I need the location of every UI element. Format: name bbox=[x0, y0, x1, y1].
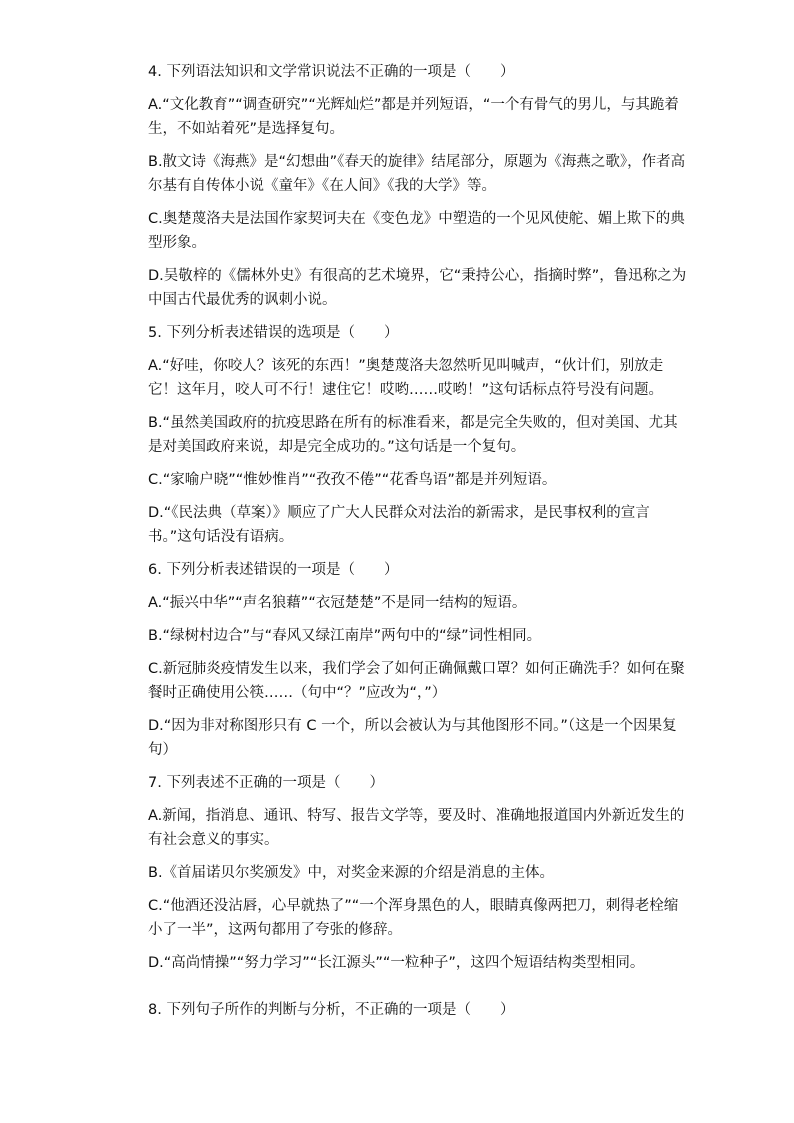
question-7-option-b: B.《首届诺贝尔奖颁发》中，对奖金来源的介绍是消息的主体。 bbox=[148, 865, 555, 881]
question-5-option-b: B.“虽然美国政府的抗疫思路在所有的标准看来，都是完全失败的，但对美国、尤其是对美国政府来说，却是完全成功的。”这句话是一个复句。 bbox=[148, 415, 678, 455]
question-7-stem: 7. 下列表述不正确的一项是（ ） bbox=[148, 775, 384, 791]
question-4-option-b: B.散文诗《海燕》是“幻想曲”《春天的旋律》结尾部分，原题为《海燕之歌》，作者高尔基有自传体小说《童年》《在人间》《我的大学》等。 bbox=[148, 154, 686, 194]
question-5-option-a: A.“好哇，你咬人？该死的东西！”奥楚蔑洛夫忽然听见叫喊声，“伙计们，别放走它！这年月，咬人可不行！逮住它！哎哟……哎哟！”这句话标点符号没有问题。 bbox=[148, 358, 664, 398]
question-5-option-d: D.“《民法典（草案）》顺应了广大人民群众对法治的新需求，是民事权利的宣言书。”这句话没有语病。 bbox=[148, 505, 650, 545]
question-7-option-a: A.新闻，指消息、通讯、特写、报告文学等，要及时、准确地报道国内外新近发生的有社会意义的事实。 bbox=[148, 808, 685, 848]
question-6-stem: 6. 下列分析表述错误的一项是（ ） bbox=[148, 562, 399, 578]
question-6-option-d: D.“因为非对称图形只有 C 一个，所以会被认为与其他图形不同。”（这是一个因果复句） bbox=[148, 718, 677, 758]
question-4-option-d: D.吴敬梓的《儒林外史》有很高的艺术境界，它“秉持公心，指摘时弊”，鲁迅称之为中国古代最优秀的讽刺小说。 bbox=[148, 268, 687, 308]
question-6-option-b: B.“绿树村边合”与“春风又绿江南岸”两句中的“绿”词性相同。 bbox=[148, 628, 542, 644]
question-7-option-d: D.“高尚情操”“努力学习”“长江源头”“一粒种子”，这四个短语结构类型相同。 bbox=[148, 955, 645, 971]
question-6-option-c: C.新冠肺炎疫情发生以来，我们学会了如何正确佩戴口罩？如何正确洗手？如何在聚餐时正确使用公筷……（句中“？”应改为“，”） bbox=[148, 661, 685, 701]
spacer bbox=[148, 984, 688, 998]
question-5-option-c: C.“家喻户晓”“惟妙惟肖”“孜孜不倦”“花香鸟语”都是并列短语。 bbox=[148, 472, 557, 488]
question-7-option-c: C.“他酒还没沾唇，心早就热了”“一个浑身黑色的人，眼睛真像两把刀，刺得老栓缩小了一半”，这两句都用了夸张的修辞。 bbox=[148, 898, 679, 938]
question-4-option-c: C.奥楚蔑洛夫是法国作家契诃夫在《变色龙》中塑造的一个见风使舵、媚上欺下的典型形象。 bbox=[148, 211, 685, 251]
question-8-stem: 8. 下列句子所作的判断与分析，不正确的一项是（ ） bbox=[148, 1002, 515, 1018]
question-4-option-a: A.“文化教育”“调查研究”“光辉灿烂”都是并列短语，“一个有骨气的男儿，与其跪着生，不如站着死”是选择复句。 bbox=[148, 97, 679, 137]
exam-page bbox=[148, 60, 688, 1031]
question-6-option-a: A.“振兴中华”“声名狼藉”“衣冠楚楚”不是同一结构的短语。 bbox=[148, 595, 527, 611]
question-5-stem: 5. 下列分析表述错误的选项是（ ） bbox=[148, 325, 399, 341]
question-4-stem: 4. 下列语法知识和文学常识说法不正确的一项是（ ） bbox=[148, 64, 515, 80]
